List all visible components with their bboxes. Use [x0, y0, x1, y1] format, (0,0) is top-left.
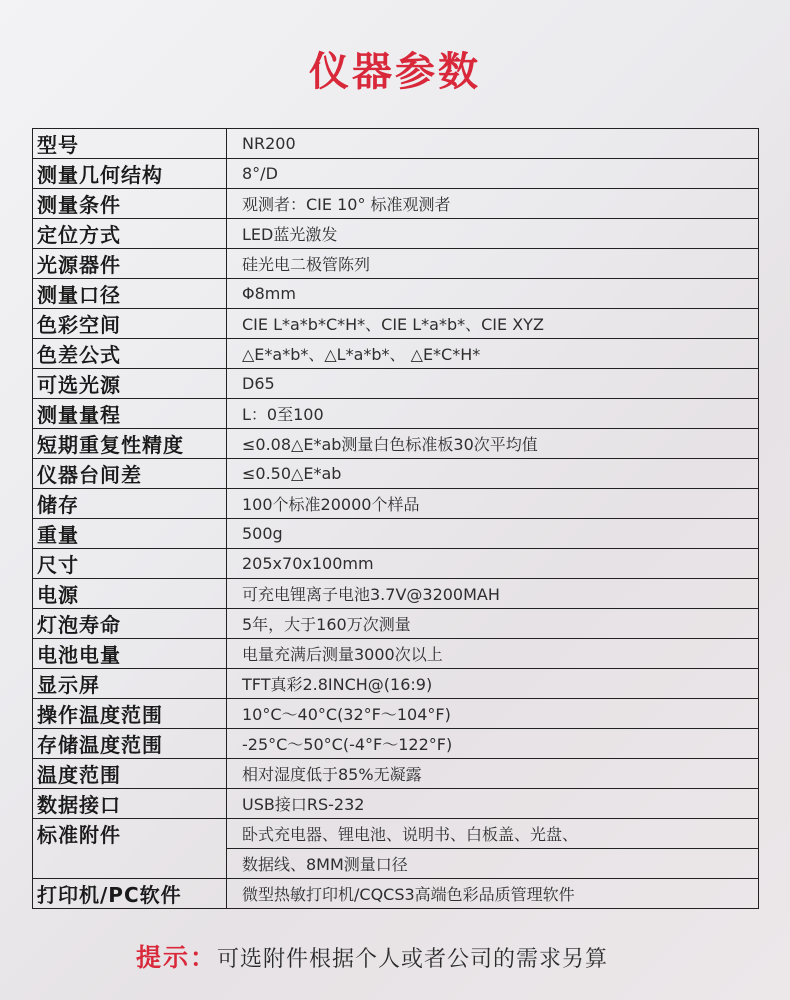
- spec-value: 观测者：CIE 10° 标准观测者: [227, 189, 759, 219]
- spec-value: 10°C～40°C(32°F～104°F): [227, 699, 759, 729]
- spec-label: 打印机/PC软件: [33, 878, 227, 908]
- spec-label: 仪器台间差: [33, 459, 227, 489]
- spec-row: [33, 819, 759, 849]
- spec-label: 重量: [33, 519, 227, 549]
- spec-row: [33, 789, 759, 819]
- spec-value: CIE L*a*b*C*H*、CIE L*a*b*、CIE XYZ: [227, 309, 759, 339]
- spec-row: [33, 519, 759, 549]
- spec-value: LED蓝光激发: [227, 219, 759, 249]
- spec-label: 型号: [33, 129, 227, 159]
- spec-label: 储存: [33, 489, 227, 519]
- spec-value: 相对湿度低于85%无凝露: [227, 759, 759, 789]
- spec-value: 微型热敏打印机/CQCS3高端色彩品质管理软件: [227, 878, 759, 908]
- spec-value: 卧式充电器、锂电池、说明书、白板盖、光盘、: [227, 819, 759, 849]
- spec-label: 测量量程: [33, 399, 227, 429]
- spec-label: 可选光源: [33, 369, 227, 399]
- spec-value: 8°/D: [227, 159, 759, 189]
- spec-value: 硅光电二极管陈列: [227, 249, 759, 279]
- spec-row: [33, 189, 759, 219]
- spec-row: [33, 279, 759, 309]
- spec-label: 光源器件: [33, 249, 227, 279]
- spec-row: [33, 369, 759, 399]
- page-title: 仪器参数: [309, 49, 481, 95]
- spec-label: 标准附件: [33, 819, 227, 849]
- spec-table-body: [33, 129, 759, 909]
- spec-row: [33, 489, 759, 519]
- spec-label: 色差公式: [33, 339, 227, 369]
- spec-value: Φ8mm: [227, 279, 759, 309]
- spec-label: 数据接口: [33, 789, 227, 819]
- spec-value: NR200: [227, 129, 759, 159]
- spec-value: 205x70x100mm: [227, 549, 759, 579]
- spec-row: [33, 219, 759, 249]
- spec-label: 显示屏: [33, 669, 227, 699]
- spec-row: [33, 399, 759, 429]
- spec-row: [33, 639, 759, 669]
- spec-label: 灯泡寿命: [33, 609, 227, 639]
- spec-row: [33, 579, 759, 609]
- spec-value: △E*a*b*、△L*a*b*、 △E*C*H*: [227, 339, 759, 369]
- spec-row: [33, 309, 759, 339]
- spec-label: 尺寸: [33, 549, 227, 579]
- spec-label: 测量条件: [33, 189, 227, 219]
- spec-row: [33, 729, 759, 759]
- spec-row-continuation: [33, 848, 759, 878]
- spec-value: 500g: [227, 519, 759, 549]
- spec-label: 短期重复性精度: [33, 429, 227, 459]
- spec-label: 温度范围: [33, 759, 227, 789]
- spec-row: [33, 669, 759, 699]
- spec-label: 操作温度范围: [33, 699, 227, 729]
- spec-row: [33, 609, 759, 639]
- spec-value: D65: [227, 369, 759, 399]
- spec-table: [32, 128, 759, 909]
- spec-value: 电量充满后测量3000次以上: [227, 639, 759, 669]
- tip-label: 提示：: [136, 943, 218, 972]
- spec-value: 100个标准20000个样品: [227, 489, 759, 519]
- spec-row: [33, 159, 759, 189]
- spec-value: ≤0.08△E*ab测量白色标准板30次平均值: [227, 429, 759, 459]
- spec-label: 测量几何结构: [33, 159, 227, 189]
- spec-value: TFT真彩2.8INCH@(16:9): [227, 669, 759, 699]
- spec-value-continuation: 数据线、8MM测量口径: [227, 848, 759, 878]
- spec-label: 电源: [33, 579, 227, 609]
- spec-value: 可充电锂离子电池3.7V@3200MAH: [227, 579, 759, 609]
- tip-text: 可选附件根据个人或者公司的需求另算: [217, 947, 609, 972]
- spec-label: 色彩空间: [33, 309, 227, 339]
- spec-label: 存储温度范围: [33, 729, 227, 759]
- spec-row: [33, 878, 759, 908]
- spec-row: [33, 759, 759, 789]
- tip-note: [136, 938, 608, 974]
- spec-label: 测量口径: [33, 279, 227, 309]
- spec-row: [33, 339, 759, 369]
- spec-value: 5年，大于160万次测量: [227, 609, 759, 639]
- spec-label-empty: [33, 848, 227, 878]
- spec-value: USB接口RS-232: [227, 789, 759, 819]
- spec-row: [33, 699, 759, 729]
- spec-row: [33, 129, 759, 159]
- spec-row: [33, 429, 759, 459]
- spec-label: 电池电量: [33, 639, 227, 669]
- spec-row: [33, 249, 759, 279]
- spec-value: ≤0.50△E*ab: [227, 459, 759, 489]
- spec-row: [33, 459, 759, 489]
- spec-label: 定位方式: [33, 219, 227, 249]
- spec-value: L：0至100: [227, 399, 759, 429]
- spec-value: -25°C～50°C(-4°F～122°F): [227, 729, 759, 759]
- spec-row: [33, 549, 759, 579]
